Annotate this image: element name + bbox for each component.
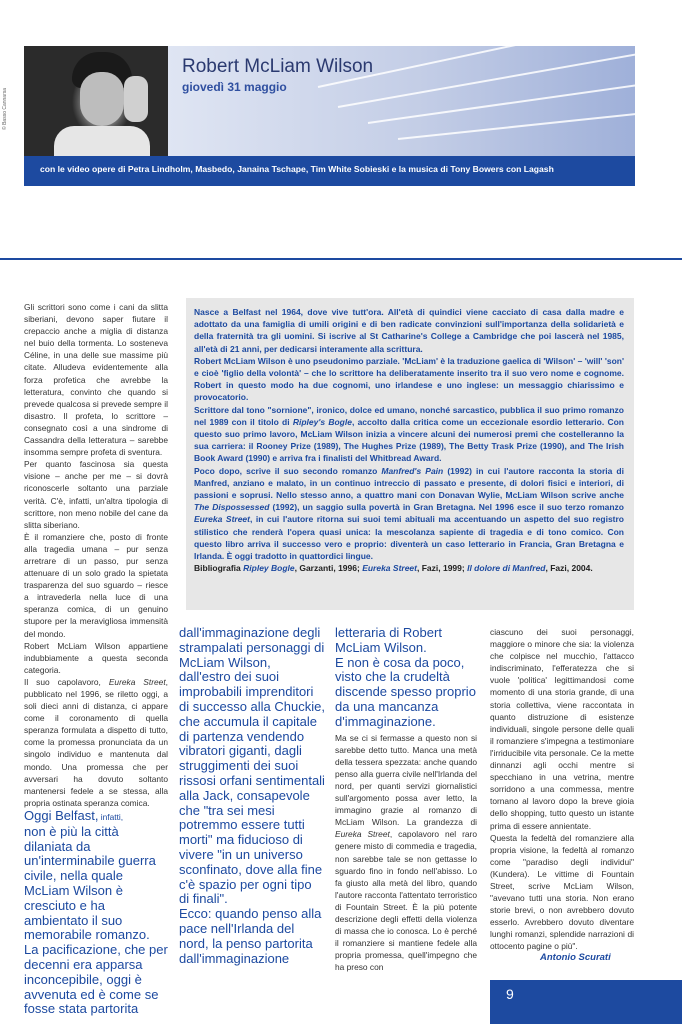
photo-face xyxy=(80,72,124,126)
page-number: 9 xyxy=(506,986,514,1002)
paragraph: Ma se ci si fermasse a questo non si sarebbe detto tutto. Manca una metà della tessera spezzata: anche quando penso alla guerra civile nell'Irlanda del nord, per quanti servizi giornalistici sull'argomento possa aver letto, la immagino grazie al romanzo di McLiam Wilson. La grandezza di Eureka Street, capolavoro nel raro genere misto di commedia e tragedia, non sarebbe tale se non gettasse lo sguardo fino in fondo nell'abisso. Lo fa giusto alla metà del libro, quando l'autore racconta l'attentato terroristico di Fountain Street. È la più potente descrizione degli effetti della violenza di massa che io conosca. Lo è perché il romanziere si mantiene fedele alla propria promessa, quell'impegno che ha preso con xyxy=(335,732,477,973)
bio-paragraph: Nasce a Belfast nel 1964, dove vive tutt'ora. All'età di quindici viene cacciato di casa dalla madre e adottato da una famiglia di umili origini e di ben radicate convinzioni sull'importanza della solidarietà e della fraternità tra gli uomini. Si iscrive al St Catharine's College a Cambridge che poi lascerà nel 1985, all'età di 21 anni, per dedicarsi interamente alla scrittura. xyxy=(194,307,624,354)
bio-paragraph: Poco dopo, scrive il suo secondo romanzo Manfred's Pain (1992) in cui l'autore racconta la storia di Manfred, anziano e malato, in un continuo intreccio di passato e presente, di dolori fisici e interiori, di passioni e soprusi. Nello stesso anno, a quattro mani con Donavan Wylie, McLiam Wilson scrive anche The Dispossessed (1992), un saggio sulla povertà in Gran Bretagna. Nel 1996 esce il suo terzo romanzo Eureka Street, in cui l'autore ritorna sui suoi temi abituali ma accentuando un aspetto del suo registro stilistico che renderà l'opera quasi unica: la mescolanza sapiente di tragedia e di tono comico. Con questo libro arriva il successo vero e proprio: diventerà un caso letterario in Francia, Gran Bretagna e Irlanda. È oggi tradotto in quattordici lingue. xyxy=(194,465,625,562)
pull-quote: Ecco: quando penso alla pace nell'Irlanda del nord, la penso partorita dall'immaginazione xyxy=(179,906,322,966)
photo-shirt xyxy=(54,126,150,156)
column-2 xyxy=(179,626,325,966)
author-photo xyxy=(24,46,168,156)
photo-hand xyxy=(124,76,148,122)
paragraph: Per quanto fascinosa sia questa visione – anche per me – si dovrà riconoscerle soltanto una parziale verità. C'è, infatti, un'altra tipologia di scrittore, non meno nobile del cane da slitta siberiano. xyxy=(24,459,168,530)
bibliography: Bibliografia Ripley Bogle, Garzanti, 1996; Eureka Street, Fazi, 1999; Il dolore di Manfred, Fazi, 2004. xyxy=(194,563,593,574)
bio-paragraph: Robert McLiam Wilson è uno pseudonimo parziale. 'McLiam' è la traduzione gaelica di 'Wilson' – 'will' 'son' e cioè 'figlio della volontà' – che lo scrittore ha deliberatamente inserito tra il suo vero nome e cognome. Robert in questo modo ha due cognomi, uno irlandese e uno inglese: un messaggio chiarissimo e provocatorio. xyxy=(194,355,624,403)
paragraph: Questa la fedeltà del romanziere alla propria visione, la fedeltà al romanzo come "paradiso degli individui" (Kundera). Le vittime di Fountain Street, scrive McLiam Wilson, "avevano tutti una storia. Non erano storie brevi, o non avrebbero dovuto esserlo. Avrebbero dovuto diventare lunghi romanzi, splendide narrazioni di ottocento pagine o più". xyxy=(490,832,634,952)
column-4 xyxy=(490,626,634,953)
banner-text: con le video opere di Petra Lindholm, Masbedo, Janaina Tschape, Tim White Sobieski e la musica di Tony Bowers con Lagash xyxy=(40,164,554,174)
pull-quote: dall'immaginazione degli strampalati personaggi di McLiam Wilson, dall'estro dei suoi improbabili imprenditori di successo alla Chuckie, che accumula il capitale di partenza vendendo vibratori giganti, dagli struggimenti dei suoi rissosi orfani sentimentali alla Jack, consapevole che "tra sei mesi potremmo essere tutti morti" ma fiducioso di vivere "in un universo sconfinato, dove alla fine c'è spazio per ogni tipo di finali". xyxy=(179,625,325,907)
event-date: giovedì 31 maggio xyxy=(182,80,287,94)
bio-paragraph: Scrittore dal tono "sornione", ironico, dolce ed umano, nonché sarcastico, pubblica il suo primo romanzo nel 1989 con il titolo di Ripley's Bogle, accolto dalla critica come un eccezionale esordio letterario. Con questo suo primo lavoro, McLiam Wilson inizia a vincere alcuni dei numerosi premi che costelleranno la sua carriera: il Rooney Prize (1989), The Hughes Prize (1989), The Betty Trask Prize (1990), and The Irish Book Award (1990) e arriva fra i finalisti del Whitbread Award. xyxy=(194,404,624,464)
photo-credit: © Basso Cannarsa xyxy=(2,87,8,130)
author-name: Robert McLiam Wilson xyxy=(182,56,374,77)
column-3 xyxy=(335,626,477,973)
paragraph: Il suo capolavoro, Eureka Street, pubblicato nel 1996, se riletto oggi, a soli dieci anni di distanza, ci appare come il coronamento di quella speranza formulata a dispetto di tutto, come la promessa pronunciata da un singolo individuo e mantenuta dal mondo. Una promessa che per avversari ha dovuto soltanto mantenersi fedele a se stessa, alla propria ostinata speranza comica. xyxy=(24,676,168,808)
banner-bar xyxy=(24,156,635,186)
page-number-box xyxy=(490,980,682,1024)
pull-quote: letteraria di Robert McLiam Wilson. E non è cosa da poco, visto che la crudeltà discende spesso proprio da una mancanza d'immaginazione. xyxy=(335,625,476,729)
paragraph: È il romanziere che, posto di fronte alla tragedia umana – pur senza arretrare di un passo, pur senza attenuare di un solo grado la spietata trasparenza del suo sguardo – riesce a intravederla nella luce di una speranza comica, di un genuino stupore per la meravigliosa immensità del mondo. xyxy=(24,531,168,639)
author-signature: Antonio Scurati xyxy=(540,952,611,963)
bio-box xyxy=(186,298,634,610)
header xyxy=(2,46,635,186)
paragraph: Gli scrittori sono come i cani da slitta siberiani, devono saper fiutare il crepaccio anche a miglia di distanza nel buio della tormenta. Lo sosteneva Céline, in una delle sue massime più citate. Alludeva evidentemente alla forza profetica che avrebbe la letteratura, convinto che quando si prevede qualcosa si prevede sempre il disastro. Il profeta, lo scrittore – consegnato così a una sindrome di Cassandra della letteratura – sarebbe insomma sempre profeta di sventura. xyxy=(24,302,168,458)
divider-rule xyxy=(0,258,682,260)
paragraph: Robert McLiam Wilson appartiene indubbiamente a questa seconda categoria. xyxy=(24,640,168,675)
paragraph: ciascuno dei suoi personaggi, maggiore o minore che sia: la violenza che colpisce nel mucchio, l'attacco indiscriminato, l'efferatezza che si vuole 'politica' legittimandosi come momento di una storia grande, di una storia collettiva, viene raccontata in quanto distruzione di esistenze individuali, singole persone delle quali il romanziere s'impegna a testimoniare l'irriducibile vita personale. Ce la mette dinnanzi agli occhi mentre si specchiano in una vetrina, mentre sorridono a una commessa, mentre tornano al lavoro dopo la breve gioia dello shopping, tutto questo un istante prima di essere annientate. xyxy=(490,627,634,831)
pull-quote: Oggi Belfast, infatti, non è più la città dilaniata da un'interminabile guerra civile, nella quale McLiam Wilson è cresciuto e ha ambientato il suo memorabile romanzo. La pacificazione, che per decenni era apparsa inconcepibile, oggi è avvenuta ed è come se fosse stata partorita xyxy=(24,807,168,1017)
bio-text xyxy=(194,306,624,574)
column-1 xyxy=(24,301,168,1017)
